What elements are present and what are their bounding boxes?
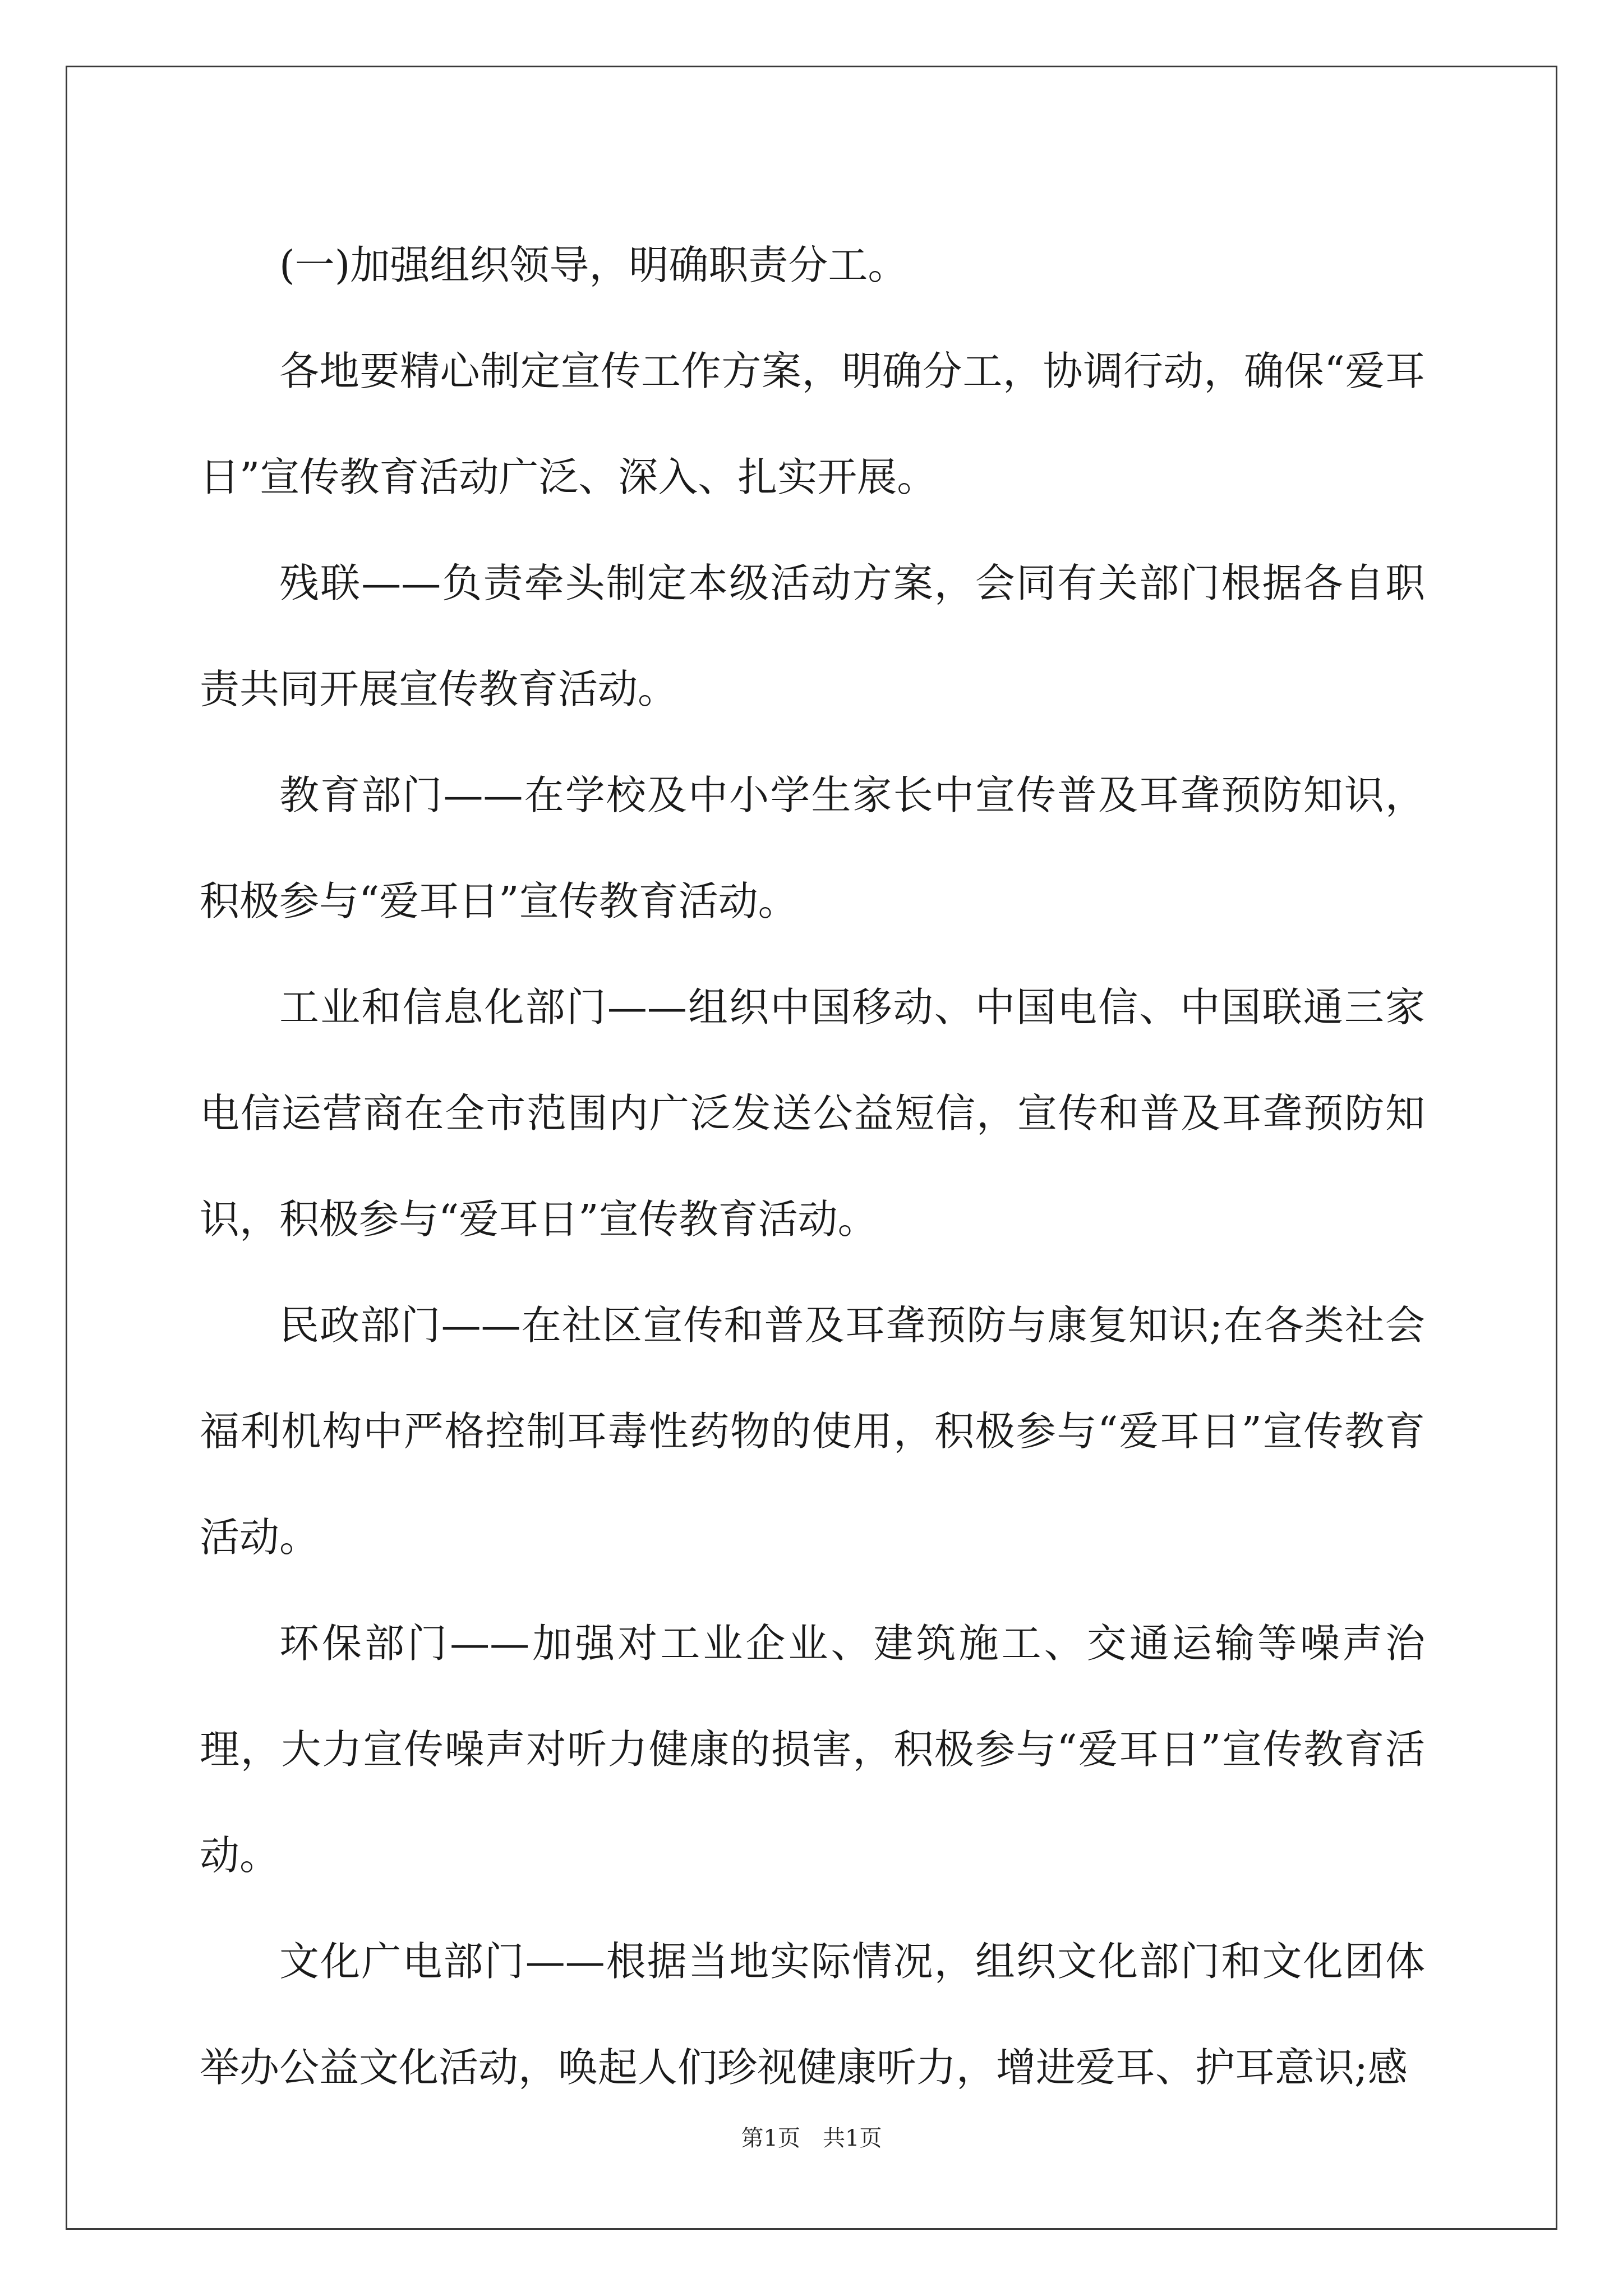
document-body [200, 212, 1425, 2120]
paragraph-7: 环保部门——加强对工业企业、建筑施工、交通运输等噪声治理，大力宣传噪声对听力健康的损害，积极参与“爱耳日”宣传教育活动。 [200, 1620, 1425, 1879]
page-number-footer: 第1页 共1页 [741, 2125, 882, 2151]
paragraph-3: 残联——负责牵头制定本级活动方案，会同有关部门根据各自职责共同开展宣传教育活动。 [200, 560, 1425, 712]
paragraph-5: 工业和信息化部门——组织中国移动、中国电信、中国联通三家电信运营商在全市范围内广泛发送公益短信，宣传和普及耳聋预防知识，积极参与“爱耳日”宣传教育活动。 [200, 984, 1425, 1243]
paragraph-1: (一)加强组织领导，明确职责分工。 [279, 242, 908, 288]
paragraph-8: 文化广电部门——根据当地实际情况，组织文化部门和文化团体举办公益文化活动，唤起人们珍视健康听力，增进爱耳、护耳意识;感 [200, 1938, 1425, 2091]
paragraph-2: 各地要精心制定宣传工作方案，明确分工，协调行动，确保“爱耳日”宣传教育活动广泛、深入、扎实开展。 [200, 348, 1425, 500]
paragraph-6: 民政部门——在社区宣传和普及耳聋预防与康复知识;在各类社会福利机构中严格控制耳毒性药物的使用，积极参与“爱耳日”宣传教育活动。 [200, 1302, 1425, 1561]
paragraph-4: 教育部门——在学校及中小学生家长中宣传普及耳聋预防知识，积极参与“爱耳日”宣传教育活动。 [200, 772, 1425, 924]
